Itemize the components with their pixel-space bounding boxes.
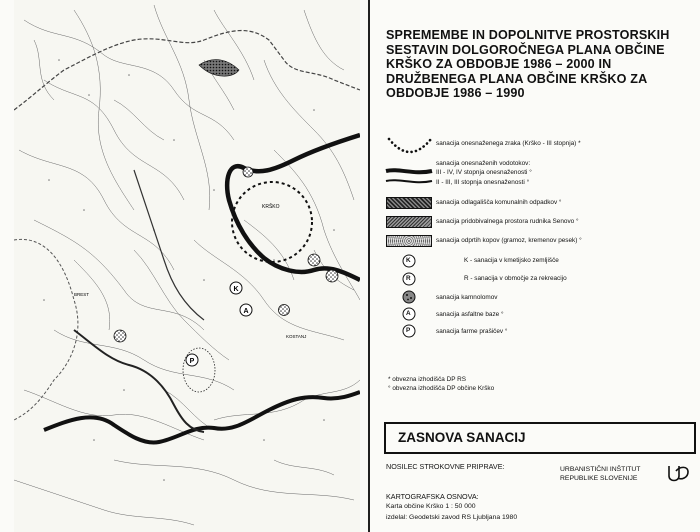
air-dots-symbol	[386, 135, 434, 157]
legend-water-head: sanacija onesnaženih vodotokov:	[436, 160, 531, 167]
r-symbol-letter: R	[406, 275, 411, 282]
k-symbol-letter: K	[406, 257, 411, 264]
kartografska-label: KARTOGRAFSKA OSNOVA:	[386, 492, 479, 501]
a-symbol-letter: A	[406, 310, 411, 317]
quarry-symbol-2	[326, 270, 338, 282]
k-symbol-map-letter: K	[233, 286, 239, 293]
institute-line1: URBANISTIČNI INŠTITUT	[560, 466, 641, 473]
river-lines-symbol	[384, 166, 434, 188]
nosilec-label: NOSILEC STROKOVNE PRIPRAVE:	[386, 462, 505, 471]
panel-divider	[368, 0, 370, 532]
municipality-map	[14, 0, 360, 532]
legend-mine: sanacija pridobivalnega prostora rudnika Senovo °	[436, 218, 579, 225]
legend-quarry: sanacija kamnolomov	[436, 294, 498, 301]
legend-asphalt: sanacija asfaltne baze °	[436, 311, 504, 318]
map-background	[14, 0, 360, 532]
quarry-symbol-4	[114, 330, 126, 342]
note-dp-krsko: ° obvezna izhodišča DP občine Krško	[388, 385, 495, 392]
landfill-swatch	[386, 197, 432, 209]
p-symbol-letter: P	[406, 327, 411, 334]
izdelal-text: izdelal: Geodetski zavod RS Ljubljana 1980	[386, 514, 518, 521]
map-label-1: KRŠKO	[262, 204, 280, 210]
legend-r: R - sanacija v območje za rekreacijo	[464, 275, 567, 282]
quarry-symbol-1	[308, 254, 320, 266]
legend-pits: sanacija odprtih kopov (gramoz, kremenov pesek) °	[436, 237, 582, 244]
map-title: SPREMEMBE IN DOPOLNITVE PROSTORSKIH SESTAVIN DOLGOROČNEGA PLANA OBČINE KRŠKO ZA OBDOBJE 1986 – 2000 IN DRUŽBENEGA PLANA OBČINE KRŠKO ZA OBDOBJE 1986 – 1990	[386, 28, 670, 100]
legend-water-23: II - III, III stopnja onesnaženosti °	[436, 179, 530, 186]
map-label-2: BREST	[74, 292, 90, 297]
quarry-icon	[402, 290, 416, 304]
institute-line2: REPUBLIKE SLOVENIJE	[560, 475, 638, 482]
legend-panel	[372, 0, 700, 532]
zasnova-box	[384, 422, 696, 454]
legend-k: K - sanacija v kmetijsko zemljišče	[464, 257, 559, 264]
institute-logo-icon	[666, 462, 692, 484]
mine-swatch	[386, 216, 432, 228]
zasnova-title: ZASNOVA SANACIJ	[398, 430, 526, 445]
legend-air: sanacija onesnaženega zraka (Krško - III stopnja) *	[436, 140, 581, 147]
a-symbol-map-letter: A	[243, 308, 249, 315]
legend-water-34: III - IV, IV stopnja onesnaženosti °	[436, 169, 532, 176]
quarry-symbol-5	[243, 167, 253, 177]
karta-text: Karta občine Krško 1 : 50 000	[386, 503, 476, 510]
note-dp-rs: * obvezna izhodišča DP RS	[388, 376, 467, 383]
p-symbol-map-letter: P	[189, 358, 195, 365]
legend-pig: sanacija farme prašičev °	[436, 328, 508, 335]
quarry-symbol-3	[279, 305, 290, 316]
map-label-3: KOSTANJ	[286, 334, 307, 339]
legend-landfill: sanacija odlagališča komunalnih odpadkov °	[436, 199, 562, 206]
pits-swatch	[386, 235, 432, 247]
